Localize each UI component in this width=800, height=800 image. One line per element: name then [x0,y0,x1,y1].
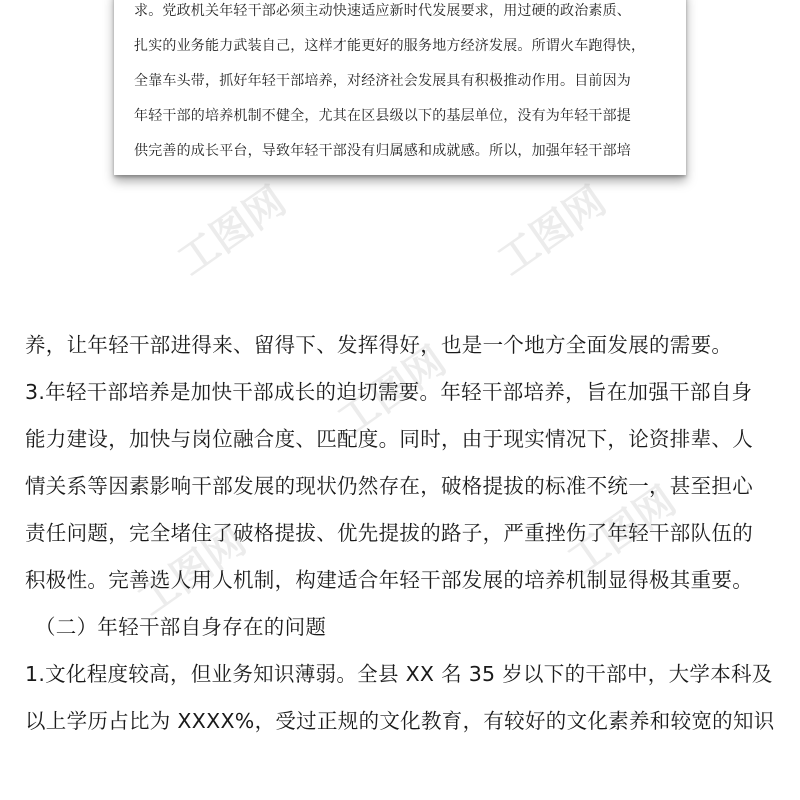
body-text [25,322,785,745]
body-text-line: 责任问题，完全堵住了破格提拔、优先提拔的路子，严重挫伤了年轻干部队伍的 [25,521,753,545]
body-text-line: 能力建设，加快与岗位融合度、匹配度。同时，由于现实情况下，论资排辈、人 [25,427,753,451]
watermark: 工图网 [489,178,615,285]
body-text-line: 以上学历占比为 XXXX%，受过正规的文化教育，有较好的文化素养和较宽的知识 [25,709,775,733]
body-text-line: 养，让年轻干部进得来、留得下、发挥得好，也是一个地方全面发展的需要。 [25,333,733,357]
watermark: 工图网 [559,478,685,585]
watermark: 工图网 [329,338,455,445]
card-text-line: 年轻干部的培养机制不健全，尤其在区县级以下的基层单位，没有为年轻干部提 [134,108,631,124]
body-text-line: 积极性。完善选人用人机制，构建适合年轻干部发展的培养机制显得极其重要。 [25,568,753,592]
card-text [134,0,674,169]
watermark: 工图网 [129,518,255,625]
body-text-line: 3.年轻干部培养是加快干部成长的迫切需要。年轻干部培养，旨在加强干部自身 [25,380,753,404]
card-text-line: 供完善的成长平台，导致年轻干部没有归属感和成就感。所以，加强年轻干部培 [134,143,631,159]
card-text-line: 全靠车头带，抓好年轻干部培养，对经济社会发展具有积极推动作用。目前因为 [134,73,631,89]
body-text-line: 情关系等因素影响干部发展的现状仍然存在，破格提拔的标准不统一，甚至担心 [25,474,753,498]
card-text-line: 扎实的业务能力武装自己，这样才能更好的服务地方经济发展。所谓火车跑得快， [134,38,646,54]
watermark: 工图网 [169,178,295,285]
body-text-line: 1.文化程度较高，但业务知识薄弱。全县 XX 名 35 岁以下的干部中，大学本科及 [25,662,773,686]
document-preview-card [114,0,686,175]
section-heading: （二）年轻干部自身存在的问题 [35,615,327,639]
card-text-line: 求。党政机关年轻干部必须主动快速适应新时代发展要求，用过硬的政治素质、 [134,3,631,19]
